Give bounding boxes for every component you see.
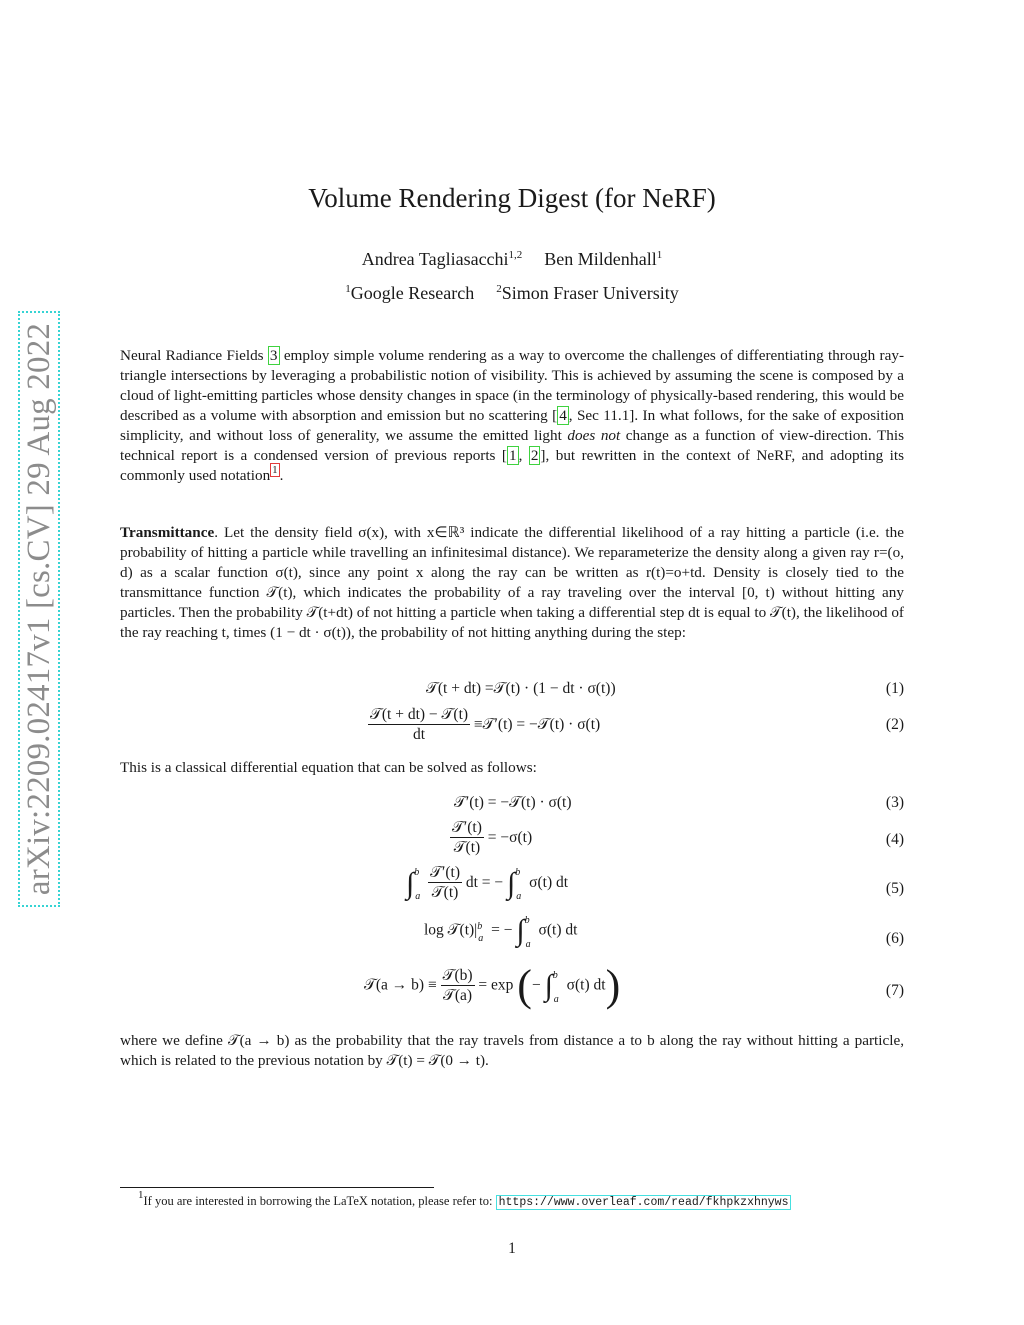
section-heading: Transmittance xyxy=(120,524,215,541)
equation-7: 𝒯(a → b) ≡ $\frac{\text{𝒯(b)}}{\text{𝒯(a)}}$ = exp (− ∫$^b_a$ σ(t) dt) (7) xyxy=(364,961,904,1010)
footnote: $^1$If you are interested in borrowing the LaTeX notation, please refer to: https://www.overleaf.com/read/fkhpkzxhnyws xyxy=(138,1192,791,1212)
affiliation: Simon Fraser University xyxy=(501,283,679,303)
equation-number: (3) xyxy=(885,794,904,811)
citation-link[interactable]: 2 xyxy=(530,447,539,464)
equation-number: (7) xyxy=(885,982,904,999)
equation-3: 𝒯′(t) = −𝒯(t) · σ(t) (3) xyxy=(454,794,904,811)
affiliation: Google Research xyxy=(350,283,475,303)
equation-1: 𝒯(t + dt) =𝒯(t) · (1 − dt · σ(t)) (1) xyxy=(426,680,904,697)
author-name: Andrea Tagliasacchi xyxy=(361,249,509,269)
equation-number: (1) xyxy=(885,680,904,697)
author-name: Ben Mildenhall xyxy=(544,249,657,269)
body-text: This is a classical differential equation that can be solved as follows: xyxy=(120,759,537,776)
page-number: 1 xyxy=(508,1240,516,1257)
affil-mark: 2 xyxy=(496,283,502,295)
citation-link[interactable]: 4 xyxy=(559,407,567,424)
affiliation-list xyxy=(0,280,1024,306)
affil-mark: 1 xyxy=(345,283,351,295)
paper-title: Volume Rendering Digest (for NeRF) xyxy=(308,183,716,213)
footnote-divider xyxy=(120,1187,434,1188)
equation-2: $\frac{\text{𝒯(t + dt) − 𝒯(t)}}{dt}$ ≡𝒯′(t) = −𝒯(t) · σ(t) (2) xyxy=(370,706,904,743)
author-list xyxy=(0,246,1024,272)
transmittance-paragraph: Transmittance. Let the density field σ(x), with x∈ℝ³ indicate the differential likelihood of a ray hitting a particle (i.e. the probability of hitting a particle while travelling an infinitesimal distance). We reparameterize the density along a given ray r=(o, d) as a scalar function σ(t), since any point x along the ray can be written as r(t)=o+td. Density is closely tied to the transmittance function 𝒯(t), which indicates the probability of a ray traveling over the interval [0, t) without hitting any particles. Then the probability 𝒯(t+dt) of not hitting a particle when taking a differential step dt is equal to 𝒯(t), the likelihood of the ray reaching t, times (1 − dt · σ(t)), the probability of not hitting anything during the step: xyxy=(120,524,904,641)
footnote-url-link[interactable]: https://www.overleaf.com/read/fkhpkzxhnyws xyxy=(496,1195,792,1210)
equation-number: (4) xyxy=(885,831,904,848)
closing-paragraph: where we define 𝒯(a → b) as the probability that the ray travels from distance a to b along the ray without hitting a particle, which is related to the previous notation by 𝒯(t) = 𝒯(0 → t). xyxy=(120,1032,904,1069)
author-affil-mark: 1 xyxy=(656,249,663,261)
equation-number: (6) xyxy=(885,930,904,947)
footnote-link[interactable]: 1 xyxy=(272,464,278,476)
citation-link[interactable]: 1 xyxy=(508,447,517,464)
equation-number: (5) xyxy=(885,880,904,897)
intro-paragraph: Neural Radiance Fields 3 employ simple volume rendering as a way to overcome the challenges of differentiating through ray-triangle intersections by leveraging a probabilistic notion of visibility. This is achieved by assuming the scene is composed by a cloud of light-emitting particles whose density changes in space (in the terminology of physically-based rendering, this would be described as a volume with absorption and emission but no scattering [ 4 , Sec 11.1]. In what follows, for the sake of exposition simplicity, and without loss of generality, we assume the emitted light does not change as a function of view-direction. This technical report is a condensed version of previous reports [ 1 , 2 ], but rewritten in the context of NeRF, and adopting its commonly used notation $^1$ . xyxy=(120,347,904,484)
equation-number: (2) xyxy=(885,716,904,733)
arxiv-stamp[interactable]: arXiv:2209.02417v1 [cs.CV] 29 Aug 2022 xyxy=(21,322,57,896)
citation-link[interactable]: 3 xyxy=(269,347,278,364)
equation-5: ∫$^b_a$ $\frac{\text{𝒯′(t)}}{\text{𝒯(t)}}$ dt = − ∫$^b_a$ σ(t) dt (5) xyxy=(406,864,904,903)
equation-4: $\frac{\text{𝒯′(t)}}{\text{𝒯(t)}}$ = −σ(t) (4) xyxy=(452,819,904,856)
author-affil-mark: 1,2 xyxy=(508,249,523,261)
equation-6: $\log 𝒯(t)|^b_a$ = − ∫$^b_a$ σ(t) dt (6) xyxy=(424,914,904,950)
